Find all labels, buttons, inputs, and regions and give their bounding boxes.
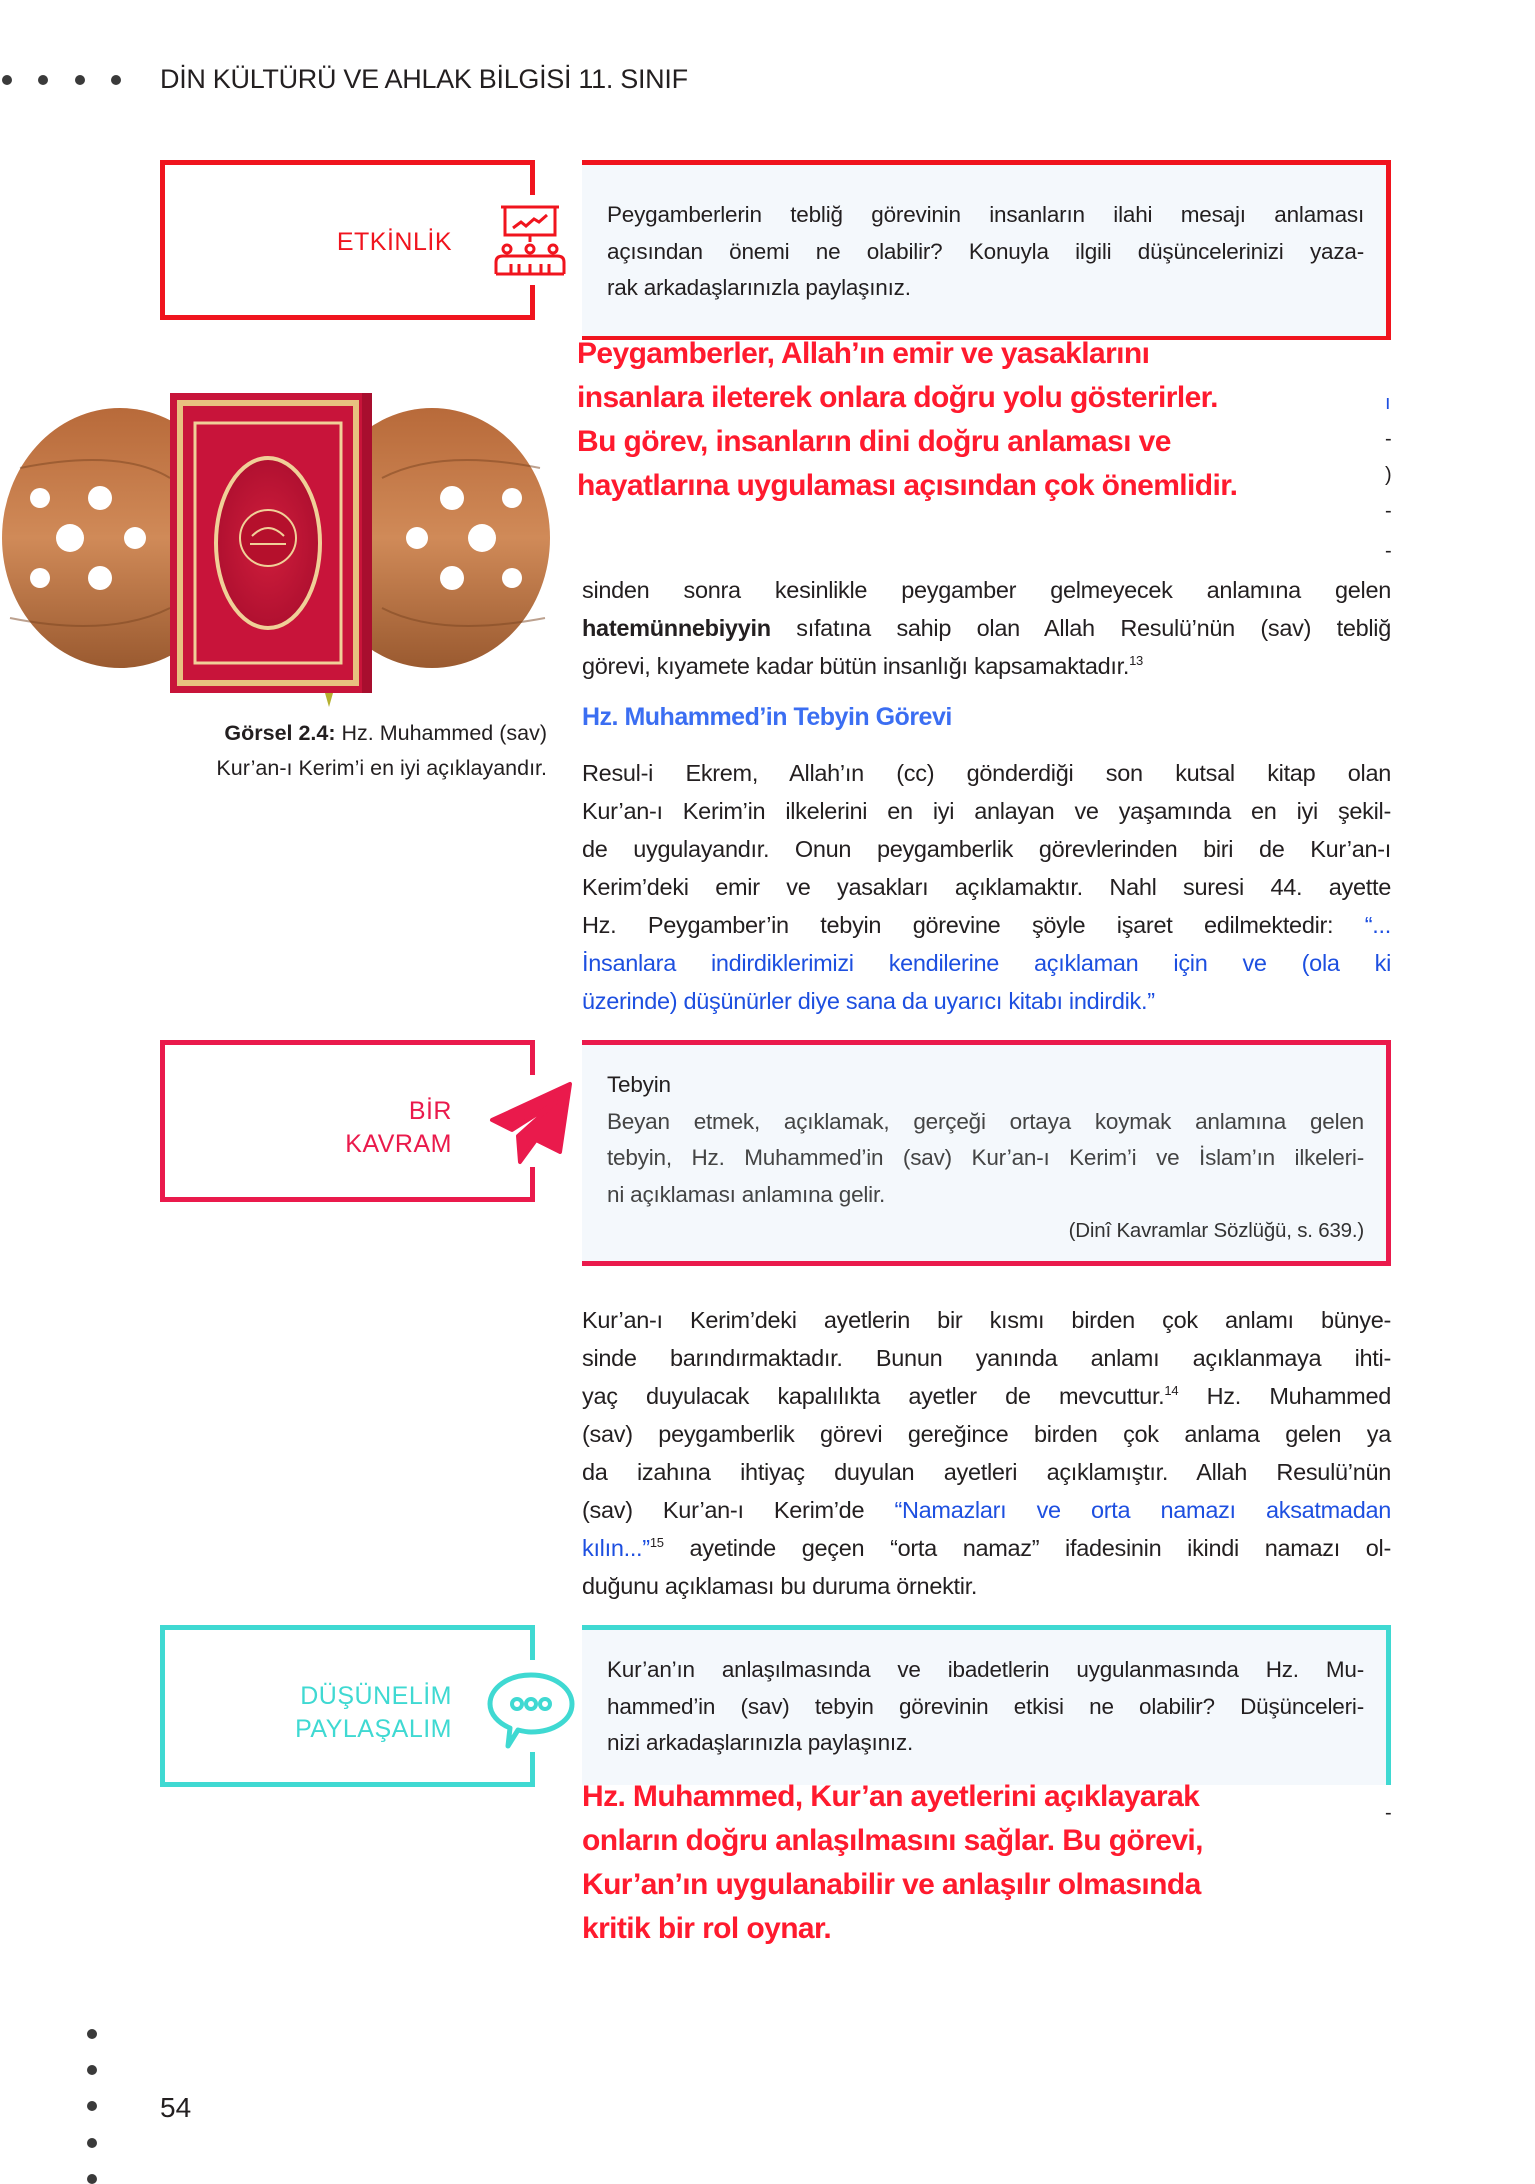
highlight-line: insanlara ileterek onlara doğru yolu gösterirler. bbox=[577, 381, 1218, 414]
figure-caption bbox=[216, 716, 547, 786]
stray-fragment: - bbox=[1385, 428, 1392, 450]
highlight-line: Kur’an’ın uygulanabilir ve anlaşılır olmasında bbox=[582, 1868, 1201, 1901]
paragraph-line bbox=[582, 792, 1391, 830]
highlight-line: Peygamberler, Allah’ın emir ve yasaklarını bbox=[577, 337, 1150, 370]
paragraph-2 bbox=[582, 754, 1391, 1020]
kavram-text bbox=[607, 1067, 1364, 1250]
text-run: da izahına ihtiyaç duyulan ayetleri açıklamıştır. Allah Resulü’nün bbox=[582, 1459, 1391, 1485]
speech-bubble-icon bbox=[486, 1670, 576, 1750]
kavram-source: (Dinî Kavramlar Sözlüğü, s. 639.) bbox=[1068, 1219, 1364, 1242]
text-run: Kur’an-ı Kerim’deki ayetlerin bir kısmı birden çok anlamı bünye- bbox=[582, 1307, 1391, 1333]
highlight-line: Hz. Muhammed, Kur’an ayetlerini açıklayarak bbox=[582, 1780, 1200, 1813]
text-line: Peygamberlerin tebliğ görevinin insanların ilahi mesajı anlaması bbox=[607, 202, 1364, 227]
text-run: (sav) peygamberlik görevi gereğince birden çok anlama gelen ya bbox=[582, 1421, 1391, 1447]
text-run: Hz. Muhammed bbox=[1178, 1383, 1391, 1409]
decor-dot bbox=[87, 2101, 97, 2111]
paragraph-line bbox=[582, 830, 1391, 868]
text-run: yaç duyulacak kapalılıkta ayetler de mevcuttur. bbox=[582, 1383, 1165, 1409]
caption-text: Hz. Muhammed (sav) bbox=[335, 721, 547, 745]
stray-fragment: ) bbox=[1385, 464, 1392, 486]
stray-fragment: - bbox=[1385, 1802, 1392, 1824]
stray-fragment: - bbox=[1385, 540, 1392, 562]
paragraph-line bbox=[582, 944, 1391, 982]
caption-label: Görsel 2.4: bbox=[224, 721, 336, 745]
kavram-label-box bbox=[160, 1040, 530, 1202]
highlight-summary-1 bbox=[577, 332, 1237, 508]
dusunelim-question-text bbox=[607, 1652, 1364, 1762]
decor-dot bbox=[87, 2029, 97, 2039]
text-line: açısından önemi ne olabilir? Konuyla ilgili düşüncelerinizi yaza- bbox=[607, 238, 1364, 264]
paragraph-line bbox=[582, 1339, 1391, 1377]
paragraph-line bbox=[582, 609, 1391, 647]
kavram-term: Tebyin bbox=[607, 1072, 671, 1097]
highlight-line: hayatlarına uygulaması açısından çok önemlidir. bbox=[577, 469, 1238, 502]
quote-text: “... bbox=[1364, 912, 1391, 938]
dusunelim-label-box bbox=[160, 1625, 530, 1787]
quote-text: üzerinde) düşünürler diye sana da uyarıcı kitabı indirdik.” bbox=[582, 988, 1155, 1014]
paragraph-line bbox=[582, 1377, 1391, 1415]
decor-dot bbox=[87, 2065, 97, 2075]
paragraph-line bbox=[582, 1567, 1391, 1605]
presentation-audience-icon bbox=[493, 202, 567, 278]
decor-dot bbox=[111, 75, 121, 85]
quote-text: İnsanlara indirdiklerimizi kendilerine açıklaman için ve (ola ki bbox=[582, 950, 1391, 976]
running-header: DİN KÜLTÜRÜ VE AHLAK BİLGİSİ 11. SINIF bbox=[160, 64, 688, 94]
text-run: sıfatına sahip olan Allah Resulü’nün (sav) tebliğ bbox=[770, 615, 1391, 641]
highlight-line: onların doğru anlaşılmasını sağlar. Bu görevi, bbox=[582, 1824, 1203, 1857]
paragraph-line bbox=[582, 571, 1391, 609]
paragraph-line bbox=[582, 1529, 1391, 1567]
footnote-ref: 13 bbox=[1129, 653, 1143, 669]
caption-line-2: Kur’an-ı Kerim’i en iyi açıklayandır. bbox=[216, 756, 547, 780]
text-run: duğunu açıklaması bu duruma örnektir. bbox=[582, 1573, 978, 1599]
paragraph-line bbox=[582, 1453, 1391, 1491]
footnote-ref: 15 bbox=[649, 1535, 664, 1551]
dusunelim-label: DÜŞÜNELİM PAYLAŞALIM bbox=[295, 1682, 452, 1743]
decor-dot bbox=[87, 2174, 97, 2184]
text-line: Kur’an’ın anlaşılmasında ve ibadetlerin uygulanmasında Hz. Mu- bbox=[607, 1657, 1364, 1682]
decor-dot bbox=[2, 75, 12, 85]
text-run: hatemünnebiyyin bbox=[582, 615, 771, 641]
text-run: sinde barındırmaktadır. Bunun yanında anlamı açıklanmaya ihti- bbox=[582, 1345, 1391, 1371]
paragraph-line bbox=[582, 1491, 1391, 1529]
quran-on-wooden-stand-image bbox=[0, 388, 552, 710]
text-run: Hz. Peygamber’in tebyin görevine şöyle işaret edilmektedir: bbox=[582, 912, 1365, 938]
text-run: görevi, kıyamete kadar bütün insanlığı kapsamaktadır. bbox=[582, 653, 1130, 679]
stray-fragment: ı bbox=[1385, 392, 1391, 414]
highlight-line: Bu görev, insanların dini doğru anlaması ve bbox=[577, 425, 1171, 458]
text-run: ayetinde geçen “orta namaz” ifadesinin ikindi namazı ol- bbox=[663, 1535, 1391, 1561]
kavram-definition-box bbox=[582, 1040, 1391, 1266]
quote-text: “Namazları ve orta namazı aksatmadan bbox=[894, 1497, 1392, 1523]
quote-text: kılın...” bbox=[582, 1535, 650, 1561]
highlight-summary-2 bbox=[582, 1775, 1203, 1951]
stray-fragment: - bbox=[1385, 500, 1392, 522]
text-run: sinden sonra kesinlikle peygamber gelmeyecek anlamına gelen bbox=[582, 577, 1391, 603]
paper-plane-icon bbox=[486, 1072, 578, 1168]
text-line: Beyan etmek, açıklamak, gerçeği ortaya koymak anlamına gelen bbox=[607, 1108, 1364, 1134]
highlight-line: kritik bir rol oynar. bbox=[582, 1912, 832, 1945]
text-run: Resul-i Ekrem, Allah’ın (cc) gönderdiği son kutsal kitap olan bbox=[582, 760, 1391, 786]
paragraph-line bbox=[582, 868, 1391, 906]
decor-dot bbox=[87, 2138, 97, 2148]
etkinlik-question-text bbox=[607, 197, 1364, 307]
kavram-label: BİR KAVRAM bbox=[345, 1097, 452, 1158]
text-run: Kerim’deki emir ve yasakları açıklamaktır. Nahl suresi 44. ayette bbox=[582, 874, 1391, 900]
text-line: ni açıklaması anlamına gelir. bbox=[607, 1181, 886, 1207]
page-number: 54 bbox=[160, 2092, 192, 2123]
paragraph-line bbox=[582, 906, 1391, 944]
text-run: de uygulayandır. Onun peygamberlik görevlerinden biri de Kur’an-ı bbox=[582, 836, 1391, 862]
etkinlik-question-box bbox=[582, 160, 1391, 340]
footnote-ref: 14 bbox=[1164, 1383, 1179, 1399]
text-line: hammed’in (sav) tebyin görevinin etkisi ne olabilir? Düşünceleri- bbox=[607, 1693, 1364, 1719]
etkinlik-label-box bbox=[160, 160, 530, 320]
etkinlik-label: ETKİNLİK bbox=[336, 228, 452, 256]
text-line: nizi arkadaşlarınızla paylaşınız. bbox=[607, 1730, 914, 1755]
text-line: rak arkadaşlarınızla paylaşınız. bbox=[607, 275, 911, 300]
paragraph-line bbox=[582, 1415, 1391, 1453]
text-line: tebyin, Hz. Muhammed’in (sav) Kur’an-ı Kerim’i ve İslam’ın ilkeleri- bbox=[607, 1145, 1364, 1170]
paragraph-line bbox=[582, 647, 1391, 685]
paragraph-line bbox=[582, 982, 1391, 1020]
paragraph-1 bbox=[582, 571, 1391, 685]
paragraph-line bbox=[582, 754, 1391, 792]
text-run: Kur’an-ı Kerim’in ilkelerini en iyi anlayan ve yaşamında en iyi şekil- bbox=[582, 798, 1391, 824]
text-run: (sav) Kur’an-ı Kerim’de bbox=[582, 1497, 895, 1523]
paragraph-line bbox=[582, 1301, 1391, 1339]
dusunelim-question-box bbox=[582, 1625, 1391, 1785]
decor-dot bbox=[38, 75, 48, 85]
section-heading: Hz. Muhammed’in Tebyin Görevi bbox=[582, 703, 952, 731]
decor-dot bbox=[75, 75, 85, 85]
paragraph-3 bbox=[582, 1301, 1391, 1605]
